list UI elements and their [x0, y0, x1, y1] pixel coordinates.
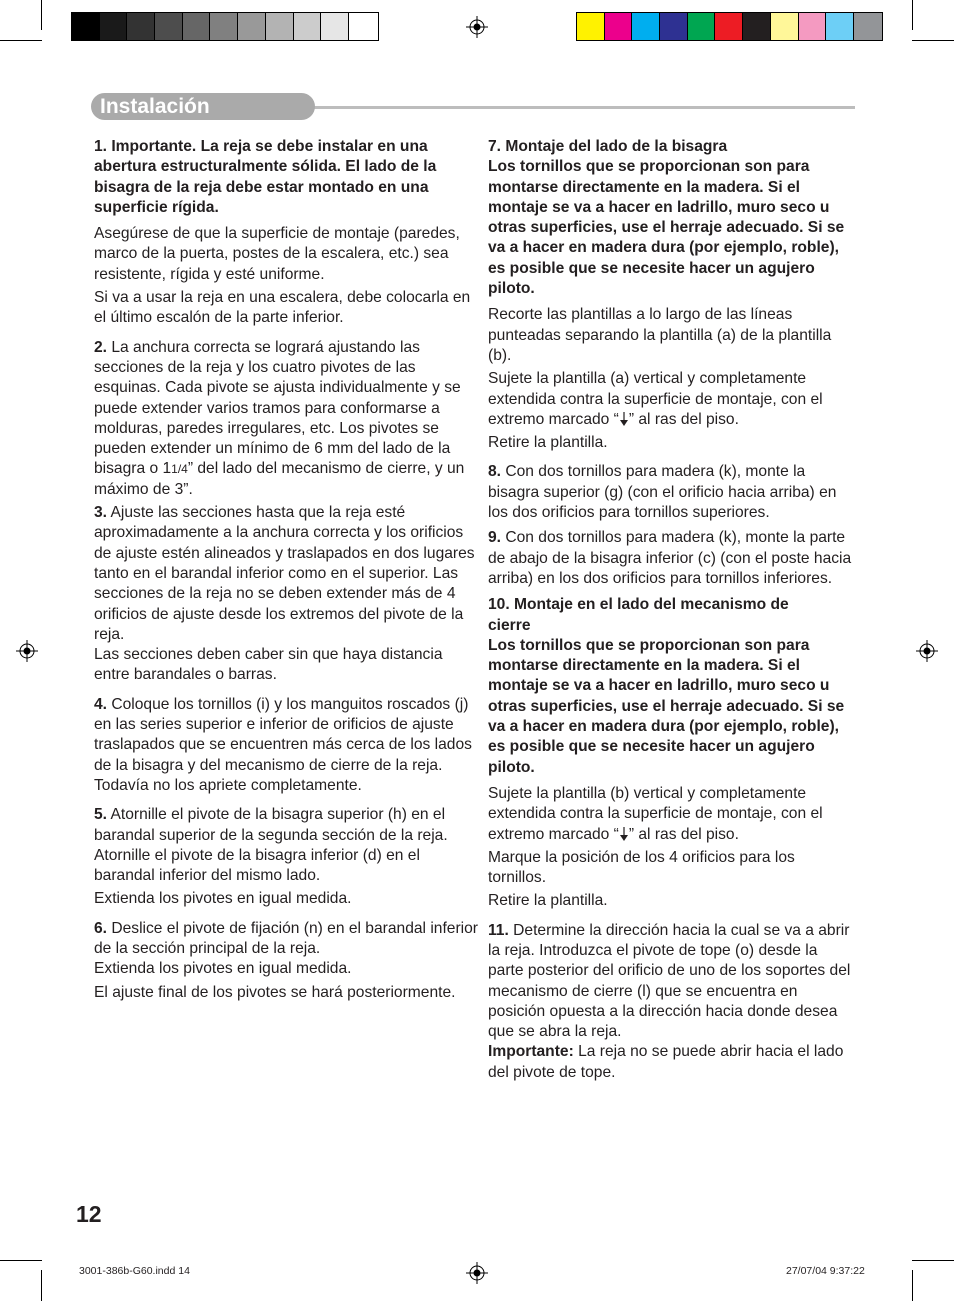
step-7-paragraph: Retire la plantilla. — [488, 434, 608, 452]
gray-swatch — [294, 13, 322, 40]
step-number: 11. — [488, 921, 509, 939]
process-color-bar — [576, 12, 883, 41]
gray-swatch — [210, 13, 238, 40]
step-7-paragraph — [488, 369, 854, 430]
step-text: Con dos tornillos para madera (k), monte la parte de abajo de la bisagra inferior (c) (con el poste hacia arriba) en los dos orificios para tornillos inferiores. — [488, 529, 852, 587]
gray-swatch — [238, 13, 266, 40]
step-11 — [488, 921, 854, 1083]
gray-swatch — [349, 13, 377, 40]
step-number: 2. — [94, 338, 108, 356]
crop-mark — [912, 1270, 913, 1301]
gray-swatch — [100, 13, 128, 40]
step-number: 9. — [488, 529, 502, 547]
fraction: 1/4 — [171, 462, 188, 477]
color-swatch — [854, 13, 882, 40]
gray-color-bar — [71, 12, 379, 41]
step-2 — [94, 338, 482, 500]
step-number: 8. — [488, 463, 502, 481]
color-swatch — [715, 13, 743, 40]
step-7-paragraph: Recorte las plantillas a lo largo de las líneas punteadas separando la plantilla (a) de la plantilla (b). — [488, 306, 832, 364]
step-text: ” del lado del mecanismo de cierre, y un máximo de 3”. — [94, 460, 465, 498]
step-text: Atornille el pivote de la bisagra inferior (d) en el barandal inferior del mismo lado. — [94, 846, 420, 885]
gray-swatch — [183, 13, 211, 40]
step-8 — [488, 462, 854, 523]
step-7-warning: Los tornillos que se proporcionan son para montarse directamente en la madera. Si el montaje se va a hacer en ladrillo, muro seco u otras superficies, use el herraje adecuado. Si se va a hacer en madera dura (por ejemplo, roble), es posible que se necesite hacer un agujero piloto. — [488, 158, 845, 298]
crop-mark — [912, 0, 913, 30]
step-number: 5. — [94, 806, 108, 824]
crop-mark — [41, 0, 42, 30]
step-10-title: 10. Montaje en el lado del mecanismo de cierre — [488, 596, 789, 634]
crop-mark — [912, 1260, 954, 1261]
crop-mark — [912, 40, 954, 41]
crop-mark — [0, 40, 42, 41]
gray-swatch — [72, 13, 100, 40]
step-10-paragraph — [488, 784, 854, 845]
step-1-paragraph: Si va a usar la reja en una escalera, debe colocarla en el último escalón de la parte inferior. — [94, 289, 471, 327]
color-swatch — [605, 13, 633, 40]
color-swatch — [577, 13, 605, 40]
page-title: Instalación — [100, 95, 210, 118]
step-6-paragraph: El ajuste final de los pivotes se hará posteriormente. — [94, 983, 456, 1001]
file-slug: 3001-386b-G60.indd 14 — [79, 1265, 190, 1277]
color-swatch — [660, 13, 688, 40]
step-text: Extienda los pivotes en igual medida. — [94, 960, 352, 978]
crop-mark — [0, 1260, 42, 1261]
color-swatch — [743, 13, 771, 40]
header-rule — [300, 106, 855, 109]
step-10-paragraph: Marque la posición de los 4 orificios para los tornillos. — [488, 848, 795, 887]
step-number: 4. — [94, 695, 108, 713]
right-column — [488, 137, 854, 1086]
step-text: Deslice el pivote de fijación (n) en el barandal inferior de la sección principal de la reja. — [94, 919, 478, 957]
step-text: Coloque los tornillos (i) y los manguitos roscados (j) en las series superior e inferior de orificios de ajuste traslapados que se encuentren más cerca de los lados de la bisagra y del mecanismo de cierre de la reja. Todavía no los apriete completamente. — [94, 695, 472, 794]
step-1-heading: 1. Importante. La reja se debe instalar en una abertura estructuralmente sólida. El lado de la bisagra de la reja debe estar montado en una superficie rígida. — [94, 138, 437, 216]
step-10-paragraph: Retire la plantilla. — [488, 892, 608, 910]
registration-mark-icon — [466, 16, 488, 38]
color-swatch — [632, 13, 660, 40]
registration-mark-icon — [916, 640, 938, 662]
step-number: 3. — [94, 504, 108, 522]
color-swatch — [826, 13, 854, 40]
crop-mark — [41, 1270, 42, 1301]
arrow-down-icon — [619, 826, 629, 842]
registration-mark-icon — [466, 1262, 488, 1284]
step-text: Ajuste las secciones hasta que la reja esté aproximadamente a la anchura correcta y los orificios de ajuste estén alineados y traslapados en dos lugares tanto en el barandal inferior como en el superior. Las secciones de la reja no se deben extender más de 4 orificios de ajuste desde los extremos del pivote de la reja. — [94, 504, 475, 643]
step-text: ” al ras del piso. — [628, 410, 739, 428]
gray-swatch — [266, 13, 294, 40]
step-number: 6. — [94, 919, 108, 937]
step-text: Sujete la plantilla (a) vertical y completamente extendida contra la superficie de montaje, con el extremo marcado “ — [488, 370, 823, 428]
step-text: Las secciones deben caber sin que haya distancia entre barandales o barras. — [94, 646, 443, 684]
step-text: ” al ras del piso. — [628, 825, 739, 843]
gray-swatch — [155, 13, 183, 40]
step-5 — [94, 805, 482, 886]
step-7-title: 7. Montaje del lado de la bisagra — [488, 138, 728, 155]
gray-swatch — [321, 13, 349, 40]
step-10-warning: Los tornillos que se proporcionan son para montarse directamente en la madera. Si el montaje se va a hacer en ladrillo, muro seco u otras superficies, use el herraje adecuado. Si se va a hacer en madera dura (por ejemplo, roble), es posible que se necesite hacer un agujero piloto. — [488, 636, 845, 776]
step-3 — [94, 503, 482, 686]
color-swatch — [799, 13, 827, 40]
step-9 — [488, 528, 854, 589]
important-label: Importante: — [488, 1043, 574, 1061]
page-number: 12 — [76, 1201, 102, 1227]
left-column — [94, 137, 482, 1006]
registration-mark-icon — [16, 640, 38, 662]
step-text: Sujete la plantilla (b) vertical y completamente extendida contra la superficie de montaje, con el extremo marcado “ — [488, 784, 823, 843]
step-text: Determine la dirección hacia la cual se va a abrir la reja. Introduzca el pivote de tope (o) desde la parte posterior del orificio de uno de los soportes del mecanismo de cierre (l) que se encuentra en posición opuesta a la dirección hacia donde desea que se abra la reja. — [488, 921, 851, 1041]
date-slug: 27/07/04 9:37:22 — [786, 1265, 865, 1277]
arrow-down-icon — [619, 411, 629, 427]
step-text: Atornille el pivote de la bisagra superior (h) en el barandal superior de la segunda sección de la reja. — [94, 806, 448, 844]
step-1-paragraph: Asegúrese de que la superficie de montaje (paredes, marco de la puerta, postes de la escalera, etc.) sea resistente, rígida y esté uniforme. — [94, 225, 460, 283]
gray-swatch — [127, 13, 155, 40]
step-6 — [94, 919, 482, 980]
step-5-paragraph: Extienda los pivotes en igual medida. — [94, 890, 352, 908]
color-swatch — [771, 13, 799, 40]
step-text: La anchura correcta se logrará ajustando las secciones de la reja y los cuatro pivotes de las esquinas. Cada pivote se ajusta individualmente y se puede extender varios tramos para conformarse a molduras, paredes irregulares, etc. Los pivotes se pueden extender un mínimo de 6 mm del lado de la bisagra o 1 — [94, 338, 461, 478]
step-text: La reja no se puede abrir hacia el lado del pivote de tope. — [488, 1043, 844, 1081]
step-text: Con dos tornillos para madera (k), monte la bisagra superior (g) (con el orificio hacia arriba) en los dos orificios para tornillos superiores. — [488, 463, 837, 522]
color-swatch — [688, 13, 716, 40]
step-4 — [94, 695, 482, 796]
